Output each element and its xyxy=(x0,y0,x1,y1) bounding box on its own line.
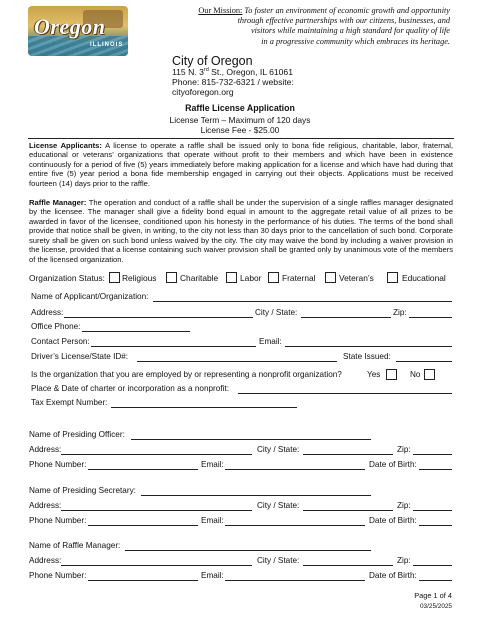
tax-exempt-label: Tax Exempt Number: xyxy=(31,398,108,407)
secretary-address-label: Address: xyxy=(29,501,62,510)
mission-line-4: in a progressive community which embraces its heritage. xyxy=(261,36,450,46)
charter-label: Place & Date of charter or incorporation as a nonprofit: xyxy=(31,384,229,393)
secretary-city-state-input[interactable] xyxy=(303,510,393,511)
office-phone-label: Office Phone: xyxy=(31,322,81,331)
option-educational: Educational xyxy=(402,273,446,283)
applicants-heading: License Applicants: xyxy=(29,141,102,150)
name-org-label: Name of Applicant/Organization: xyxy=(31,292,149,301)
address-sup: rd xyxy=(203,67,209,74)
option-labor: Labor xyxy=(240,273,262,283)
secretary-phone-label: Phone Number: xyxy=(29,516,87,525)
officer-address-input[interactable] xyxy=(61,454,252,455)
applicant-email-input[interactable] xyxy=(285,346,452,347)
license-fee: License Fee - $25.00 xyxy=(200,125,280,135)
checkbox-nonprofit-no[interactable] xyxy=(424,369,435,380)
mission-line-3: visitors while maintaining a high standard for quality of life xyxy=(250,26,450,36)
city-address xyxy=(172,67,293,77)
manager-zip-input[interactable] xyxy=(413,565,452,566)
checkbox-labor[interactable] xyxy=(226,272,237,283)
name-org-input[interactable] xyxy=(153,301,452,302)
option-religious: Religious xyxy=(122,273,157,283)
mission-label: Our Mission: xyxy=(198,6,243,15)
org-status-label: Organization Status: xyxy=(29,273,105,283)
secretary-zip-input[interactable] xyxy=(413,510,452,511)
manager-city-state-label: City / State: xyxy=(257,556,300,565)
manager-email-input[interactable] xyxy=(225,580,365,581)
secretary-address-input[interactable] xyxy=(61,510,252,511)
manager-address-input[interactable] xyxy=(61,565,252,566)
form-title: Raffle License Application xyxy=(185,103,295,113)
applicant-email-label: Email: xyxy=(259,337,282,346)
manager-dob-label: Date of Birth: xyxy=(369,571,417,580)
nonprofit-question: Is the organization that you are employed by or representing a nonprofit organization? xyxy=(31,370,342,379)
manager-heading: Raffle Manager: xyxy=(29,198,87,207)
officer-city-state-label: City / State: xyxy=(257,445,300,454)
officer-address-label: Address: xyxy=(29,445,62,454)
checkbox-educational[interactable] xyxy=(387,272,398,283)
header-divider xyxy=(28,138,454,139)
manager-address-label: Address: xyxy=(29,556,62,565)
manager-phone-label: Phone Number: xyxy=(29,571,87,580)
address-start: 115 N. 3 xyxy=(172,67,204,77)
secretary-dob-label: Date of Birth: xyxy=(369,516,417,525)
officer-phone-label: Phone Number: xyxy=(29,460,87,469)
manager-email-label: Email: xyxy=(201,571,224,580)
officer-email-input[interactable] xyxy=(225,469,365,470)
mission-line-2: through effective partnerships with our citizens, businesses, and xyxy=(237,16,450,26)
applicants-text: A license to operate a raffle shall be issued only to bona fide religious, charitable, labor, fraternal, educational or veterans’ organizations that operate without profit to their members and which have been in existence continuously for a period of five (5) years immediately before making application for a license and which have had during that entire five (5) year period a bona fide membership engaged in carrying out their objects. Applications must be received fourteen (14) days prior to the raffle. xyxy=(29,141,453,188)
city-name: City of Oregon xyxy=(172,54,253,68)
logo-text: Oregon xyxy=(34,14,106,39)
secretary-email-input[interactable] xyxy=(225,525,365,526)
state-issued-label: State Issued: xyxy=(343,352,391,361)
officer-dob-label: Date of Birth: xyxy=(369,460,417,469)
nonprofit-yes-label: Yes xyxy=(367,370,381,379)
officer-zip-label: Zip: xyxy=(397,445,411,454)
nonprofit-no-label: No xyxy=(410,370,421,379)
manager-city-state-input[interactable] xyxy=(303,565,393,566)
presiding-officer-input[interactable] xyxy=(131,439,371,440)
applicant-zip-input[interactable] xyxy=(409,317,452,318)
officer-phone-input[interactable] xyxy=(88,469,198,470)
city-logo xyxy=(28,6,128,56)
manager-dob-input[interactable] xyxy=(419,580,452,581)
manager-phone-input[interactable] xyxy=(88,580,198,581)
presiding-officer-label: Name of Presiding Officer: xyxy=(29,430,125,439)
checkbox-fraternal[interactable] xyxy=(268,272,279,283)
contact-person-input[interactable] xyxy=(91,346,256,347)
presiding-secretary-input[interactable] xyxy=(141,495,371,496)
option-charitable: Charitable xyxy=(180,273,219,283)
city-website: cityoforegon.org xyxy=(172,87,234,97)
secretary-phone-input[interactable] xyxy=(88,525,198,526)
license-term: License Term – Maximum of 120 days xyxy=(169,115,311,125)
officer-email-label: Email: xyxy=(201,460,224,469)
mission-statement xyxy=(150,6,450,47)
drivers-license-label: Driver’s License/State ID#: xyxy=(31,352,129,361)
contact-person-label: Contact Person: xyxy=(31,337,90,346)
secretary-dob-input[interactable] xyxy=(419,525,452,526)
option-veterans: Veteran’s xyxy=(339,273,374,283)
city-phone: Phone: 815-732-6321 / website: xyxy=(172,77,294,87)
secretary-zip-label: Zip: xyxy=(397,501,411,510)
applicant-zip-label: Zip: xyxy=(393,308,407,317)
tax-exempt-input[interactable] xyxy=(111,407,297,408)
applicant-city-state-label: City / State: xyxy=(255,308,298,317)
page-number: Page 1 of 4 xyxy=(414,591,452,600)
checkbox-nonprofit-yes[interactable] xyxy=(386,369,397,380)
license-applicants-paragraph xyxy=(29,141,453,188)
officer-dob-input[interactable] xyxy=(419,469,452,470)
mission-line-1: To foster an environment of economic growth and opportunity xyxy=(244,6,450,15)
revision-date: 03/25/2025 xyxy=(420,603,452,610)
presiding-secretary-label: Name of Presiding Secretary: xyxy=(29,486,136,495)
address-end: St., Oregon, IL 61061 xyxy=(208,67,293,77)
drivers-license-input[interactable] xyxy=(137,361,337,362)
applicant-address-label: Address: xyxy=(31,308,64,317)
charter-input[interactable] xyxy=(238,393,452,394)
officer-zip-input[interactable] xyxy=(413,454,452,455)
office-phone-input[interactable] xyxy=(82,331,190,332)
applicant-address-input[interactable] xyxy=(64,317,253,318)
raffle-manager-input[interactable] xyxy=(125,550,371,551)
manager-zip-label: Zip: xyxy=(397,556,411,565)
option-fraternal: Fraternal xyxy=(282,273,316,283)
checkbox-charitable[interactable] xyxy=(166,272,177,283)
checkbox-religious[interactable] xyxy=(109,272,120,283)
raffle-manager-label: Name of Raffle Manager: xyxy=(29,541,121,550)
state-issued-input[interactable] xyxy=(396,361,452,362)
officer-city-state-input[interactable] xyxy=(303,454,393,455)
logo-subtext: ILLINOIS xyxy=(90,42,124,48)
secretary-city-state-label: City / State: xyxy=(257,501,300,510)
applicant-city-state-input[interactable] xyxy=(301,317,391,318)
checkbox-veterans[interactable] xyxy=(325,272,336,283)
manager-text: The operation and conduct of a raffle shall be under the supervision of a single raffles manager designated by the licensee. The manager shall give a fidelity bond equal in amount to the aggregate retail value of all prizes to be awarded in favor of the licensee, conditioned upon his honesty in the performance of his duties. The terms of the bond shall provide that notice shall be given, in writing, to the city not less than 30 days prior to the cancellation of such bond. Corporate surety shall be given on such bond unless waived by the city. The city may waive the bond by including a waiver provision in the license, provided that a license containing such waiver provision shall be granted only by unanimous vote of the members of the licensed organization. xyxy=(29,198,453,264)
raffle-manager-paragraph xyxy=(29,198,453,264)
secretary-email-label: Email: xyxy=(201,516,224,525)
